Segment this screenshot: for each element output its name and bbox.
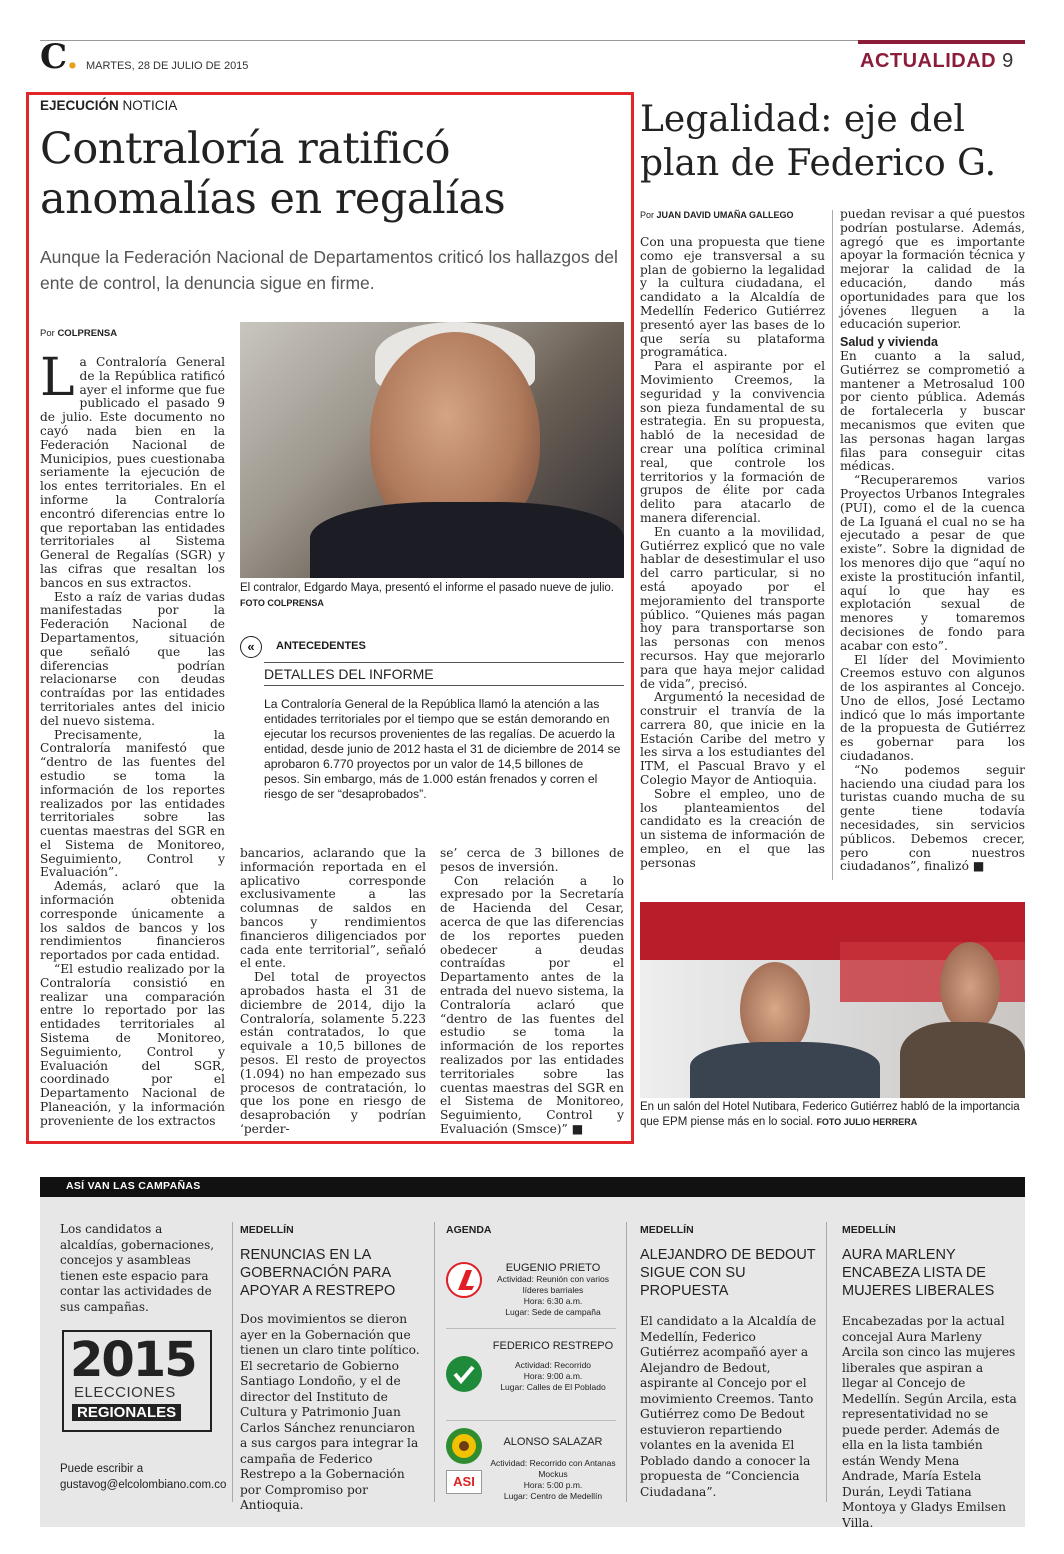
campaign-divider <box>434 1222 435 1502</box>
section-name[interactable]: ACTUALIDAD 9 <box>860 50 1014 72</box>
chevrons-left-icon: « <box>240 636 262 658</box>
article-column-1: La Contraloría General de la República ratificó ayer el informe que fue publicado el pasado 9 de julio. Este documento no cayó nada bien en la Federación Nacional de Municipios, pues cuestionaba seriamente la ejecución de los entes territoriales. En el informe la Contraloría encontró diferencias entre lo que reportaban las entidades territoriales al Sistema General de Regalías (SGR) y las cifras que resaltan los bancos en sus extractos. Esto a raíz de varias dudas manifestadas por la Federación Nacional de Departamentos, situación que señaló que las diferencias podrían relacionarse con deudas contraídas por las entidades territoriales antes del inicio del nuevo sistema. Precisamente, la Contraloría manifestó que “dentro de las fuentes del estudio se toma la información de los reportes realizados por las entidades territoriales sobre las cuentas maestras del SGR en el Sistema de Monitoreo, Seguimiento, Control y Evaluación”. Además, aclaró que la información obtenida corresponde únicamente a los saldos de bancos y los rendimientos financieros reportados por cada entidad. “El estudio realizado por la Contraloría consistió en realizar una comparación entre lo reportado por las entidades territoriales al Sistema de Monitoreo, Seguimiento, Control y Evaluación del SGR, coordinado por el Departamento Nacional de Planeación, y la información proveniente de los extractos <box>40 348 225 1128</box>
drop-cap: L <box>40 348 75 408</box>
antecedentes-label: ANTECEDENTES <box>276 640 366 652</box>
article-headline[interactable]: Contraloría ratificó anomalías en regalías <box>40 124 506 224</box>
antecedentes-text: La Contraloría General de la República llamó la atención a las entidades territoriales por el tiempo que se están demorando en ejecutar los recursos provenientes de las regalías. De acuerdo la entidad, desde junio de 2012 hasta el 31 de diciembre de 2014 se aprobaron 6.770 proyectos por un valor de 14,5 billones de pesos. Sin embargo, más de 1.000 están frenados y corren el riesgo de ser “desaprobados”. <box>264 697 621 801</box>
side-subhead: Salud y vivienda <box>840 335 938 350</box>
article-column-2: bancarios, aclarando que la información reportada en el aplicativo corresponde exclusivamente a las columnas de saldos en bancos y rendimientos financieros diligenciados por cada ente territorial”, señaló el ente. Del total de proyectos aprobados hasta el 31 de diciembre de 2014, dijo la Contraloría, solamente 5.223 están contratados, lo que equivale a 10,5 billones de pesos. El resto de proyectos (1.094) no han empezado sus procesos de contratación, lo que los pone en riesgo de desaprobación y podrían ‘perder- <box>240 846 426 1136</box>
contralor-photo <box>240 322 624 578</box>
side-byline: Por JUAN DAVID UMAÑA GALLEGO <box>640 210 794 220</box>
article-byline: Por COLPRENSA <box>40 328 118 339</box>
campaign-story-3: MEDELLÍN ALEJANDRO DE BEDOUT SIGUE CON SU PROPUESTA El candidato a la Alcaldía de Medellín, Federico Gutiérrez acompañó ayer a Alejandro de Bedout, aspirante al Concejo por el movimiento Creemos. Tanto Gutiérrez como De Bedout estuvieron repartiendo volantes en la avenida El Poblado dando a conocer la propuesta de “Conciencia Ciudadana”. <box>640 1224 817 1499</box>
campaign-divider <box>232 1222 233 1502</box>
side-photo-caption: En un salón del Hotel Nutibara, Federico Gutiérrez habló de la importancia que EPM piense más en lo social. FOTO JULIO HERRERA <box>640 1101 1020 1128</box>
campaigns-intro: Los candidatos a alcaldías, gobernaciones, concejos y asambleas tienen este espacio para contar las actividades de sus campañas. <box>60 1222 215 1314</box>
agenda-item: ALONSO SALAZAR Actividad: Recorrido con Antanas Mockus Hora: 5:00 p.m. Lugar: Centro de Medellín <box>490 1436 616 1501</box>
section-accent-bar <box>858 40 1025 44</box>
agenda-separator <box>446 1420 616 1421</box>
liberal-party-icon <box>446 1262 482 1298</box>
agenda-column: AGENDA <box>446 1224 492 1236</box>
agenda-separator <box>446 1328 616 1329</box>
elecciones-2015-logo: 2015 ELECCIONES REGIONALES <box>62 1330 212 1432</box>
article-kicker: EJECUCIÓN NOTICIA <box>40 98 178 113</box>
column-divider <box>832 210 833 880</box>
antecedentes-title: DETALLES DEL INFORME <box>264 662 624 686</box>
article-column-3: se’ cerca de 3 billones de pesos de inversión. Con relación a lo expresado por la Secretaría de Hacienda del Cesar, acerca de que las diferencias de los reportes pueden obedecer a deudas contraídas por el Departamento antes de la entrada del nuevo sistema, la Contraloría aclaró que “dentro de las fuentes del estudio se toma la información de los reportes realizados por las entidades territoriales sobre las cuentas maestras del SGR en el Sistema de Monitoreo, Seguimiento, Control y Evaluación (Smsce)” ■ <box>440 846 624 1136</box>
side-column-1: Con una propuesta que tiene como eje transversal a su plan de gobierno la legalidad y la cultura ciudadana, el candidato a la Alcaldía de Medellín Federico Gutiérrez presentó ayer las bases de lo que sería su plataforma programática. Para el aspirante por el Movimiento Creemos, la seguridad y la convivencia son pieza fundamental de su estrategia. En su propuesta, habló de la necesidad de crear una política criminal real, que controle los territorios y la formación de grupos de élite por cada delito para atacarlo de manera diferencial. En cuanto a la movilidad, Gutiérrez explicó que no vale hablar de desestimular el uso del carro particular, si no está apoyado por el mejoramiento del transporte público. “Quienes más pagan hoy para transportarse son las personas con menos recursos. Hay que mejorarlo para que haya mejor calidad de vida”, precisó. Argumentó la necesidad de construir el tranvía de la carrera 80, que inicie en la Estación Caribe del metro y les sirva a los estudiantes del ITM, el Pascual Bravo y el Colegio Mayor de Antioquia. Sobre el empleo, uno de los planteamientos del candidato es la creación de un sistema de información de empleo, en el que las personas <box>640 235 825 870</box>
side-column-2: puedan revisar a qué puestos podrían postularse. Además, agregó que es importante apoyar la formación técnica y mejorar la calidad de la educación, dando más oportunidades para que los jóvenes lleguen a la educación superior. Salud y vivienda En cuanto a la salud, Gutiérrez se comprometió a mantener a Metrosalud 100 por ciento pública. Además de fortalecerla y buscar mecanismos que eviten que las personas hagan largas filas para conseguir citas médicas. “Recuperaremos varios Proyectos Urbanos Integrales (PUI), como el de la cuenca de La Iguaná el cual no se ha ejecutado a pesar de que existe”. Sobre la dignidad de los menores dijo que “aquí no existe la prostitución infantil, aquí lo que hay es explotación sexual de menores y tomaremos decisiones de fondo para acabar con esto”. El líder del Movimiento Creemos estuvo con algunos de los aspirantes al Concejo. Uno de ellos, José Lectamo indicó que lo más importante de la propuesta de Gutiérrez es gobernar para los ciudadanos. “No podemos seguir haciendo una ciudad para los turistas cuando mucha de su gente tiene todavía necesidades, sin servicios públicos. Debemos crecer, pero con nuestros ciudadanos”, finalizó ■ <box>840 207 1025 874</box>
campaign-divider <box>626 1222 627 1502</box>
issue-date: MARTES, 28 DE JULIO DE 2015 <box>86 60 249 72</box>
check-party-icon <box>446 1356 482 1392</box>
asi-party-logo: ASI <box>446 1470 482 1494</box>
gutierrez-photo <box>640 902 1025 1098</box>
side-headline[interactable]: Legalidad: eje del plan de Federico G. <box>640 99 997 184</box>
article-deck: Aunque la Federación Nacional de Departamentos criticó los hallazgos del ente de control, la denuncia sigue en firme. <box>40 247 618 293</box>
photo-caption: El contralor, Edgardo Maya, presentó el informe el pasado nueve de julio. FOTO COLPRENSA <box>240 582 614 608</box>
newspaper-logo[interactable]: C. <box>40 37 79 77</box>
page-number: 9 <box>1002 50 1014 72</box>
campaign-story-4: MEDELLÍN AURA MARLENY ENCABEZA LISTA DE MUJERES LIBERALES Encabezadas por la actual concejal Aura Marleny Arcila son cinco las mujeres liberales que aspiran a llegar al Concejo de Medellín. Según Arcila, esta representatividad no se puede perder. Además de ella en la lista también están Wendy Mena Andrade, María Estela Durán, Leydi Tatiana Montoya y Gladys Emilsen Villa. <box>842 1224 1017 1530</box>
campaign-divider <box>826 1222 827 1502</box>
agenda-item: EUGENIO PRIETO Actividad: Reunión con varios líderes barriales Hora: 6:30 a.m. Lugar: Sede de campaña <box>497 1262 609 1317</box>
sunflower-party-icon <box>446 1428 482 1464</box>
campaigns-email[interactable]: Puede escribir a gustavog@elcolombiano.com.co <box>60 1463 227 1491</box>
agenda-item: FEDERICO RESTREPO Actividad: Recorrido Hora: 9:00 a.m. Lugar: Calles de El Poblado <box>492 1340 614 1392</box>
campaigns-bar: ASÍ VAN LAS CAMPAÑAS <box>40 1177 1025 1197</box>
campaign-story-1: MEDELLÍN RENUNCIAS EN LA GOBERNACIÓN PARA APOYAR A RESTREPO Dos movimientos se dieron ayer en la Gobernación que tienen un claro tinte político. El secretario de Gobierno Santiago Londoño, y el de director del Instituto de Cultura y Patrimonio Juan Carlos Sánchez renunciaron a sus cargos para integrar la campaña de Federico Restrepo a la Gobernación por Compromiso por Antioquia. <box>240 1224 420 1512</box>
